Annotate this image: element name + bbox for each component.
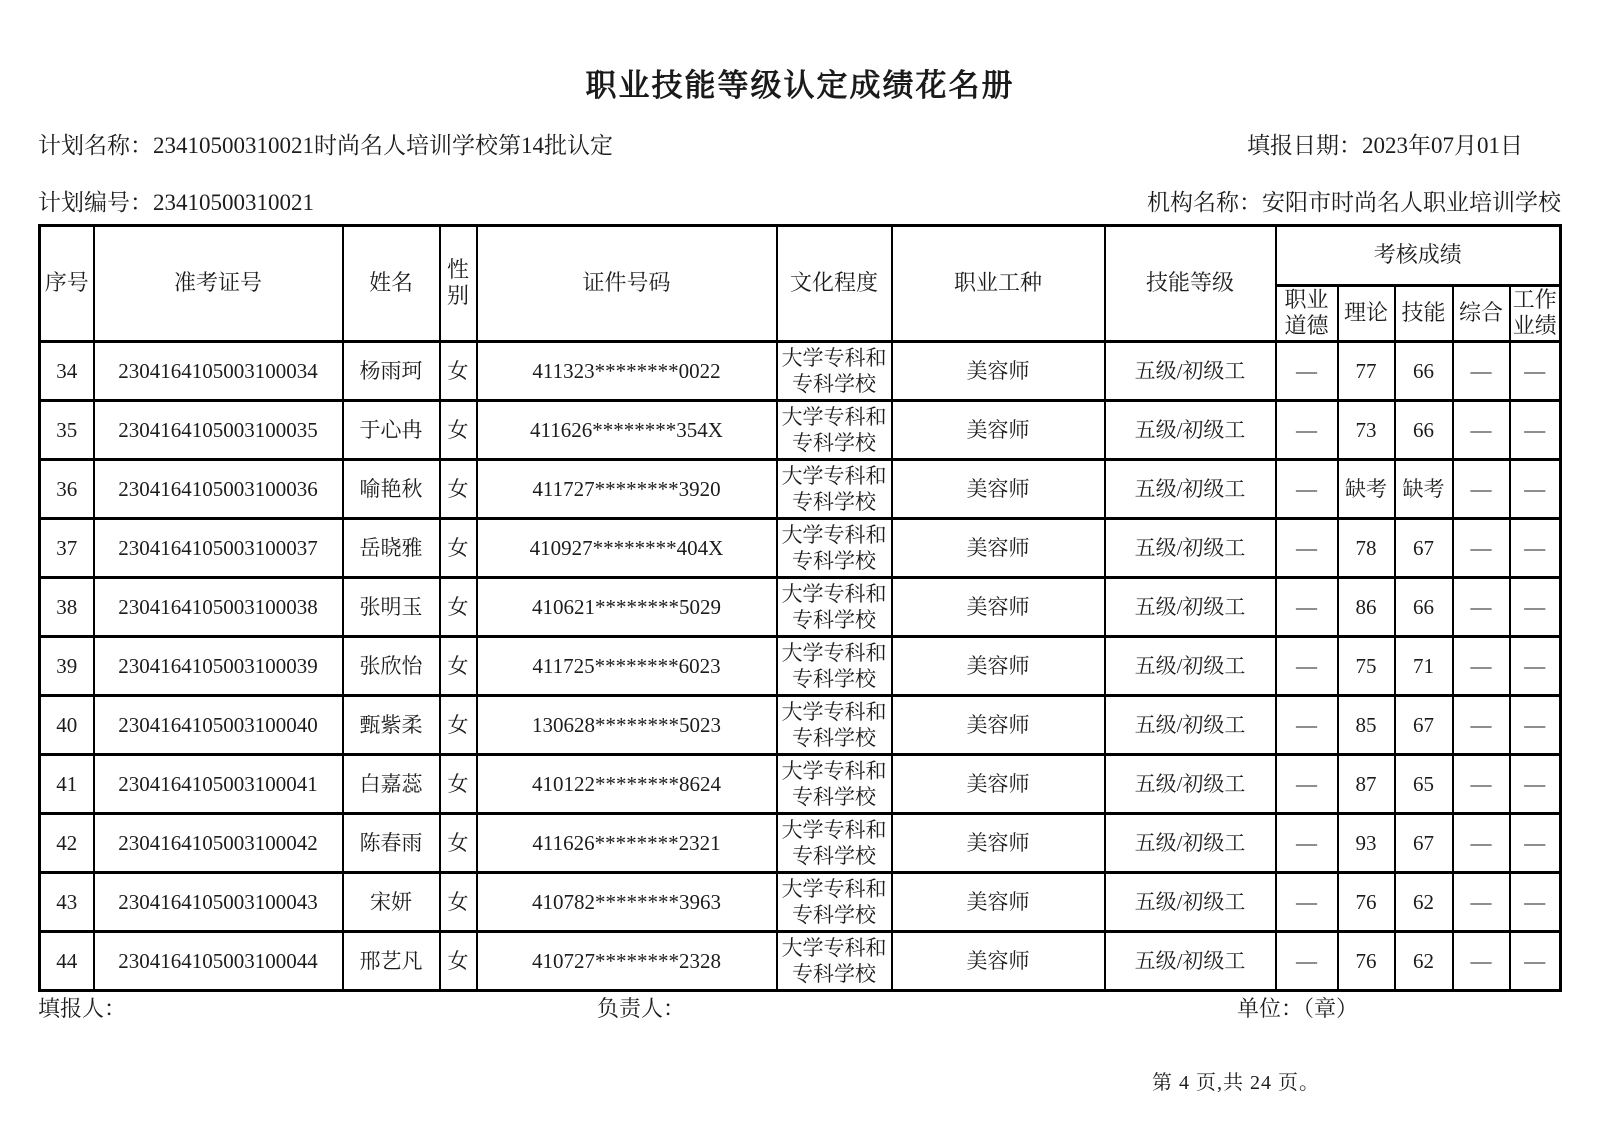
cell-occupation: 美容师 [892, 400, 1105, 459]
table-row [40, 459, 1561, 518]
cell-occupation: 美容师 [892, 341, 1105, 400]
cell-name: 陈春雨 [343, 813, 440, 872]
cell-score-skill: 66 [1395, 577, 1453, 636]
plan-name-value: 23410500310021时尚名人培训学校第14批认定 [153, 133, 613, 158]
cell-score-work: — [1510, 636, 1561, 695]
cell-exam-no: 2304164105003100043 [94, 872, 343, 931]
report-date-label: 填报日期： [1247, 133, 1362, 158]
cell-id-no: 411725********6023 [477, 636, 777, 695]
meta-line-1 [38, 131, 1561, 161]
cell-gender: 女 [440, 931, 477, 990]
cell-gender: 女 [440, 459, 477, 518]
cell-seq: 38 [40, 577, 94, 636]
cell-score-work: — [1510, 577, 1561, 636]
cell-score-work: — [1510, 341, 1561, 400]
cell-score-theory: 76 [1338, 931, 1395, 990]
cell-score-skill: 66 [1395, 341, 1453, 400]
cell-score-ethics: — [1276, 813, 1338, 872]
cell-gender: 女 [440, 400, 477, 459]
cell-score-ethics: — [1276, 695, 1338, 754]
header-id-no: 证件号码 [477, 226, 777, 342]
cell-score-work: — [1510, 931, 1561, 990]
cell-id-no: 130628********5023 [477, 695, 777, 754]
header-exam-no: 准考证号 [94, 226, 343, 342]
cell-score-comprehensive: — [1453, 400, 1510, 459]
manager-label: 负责人： [597, 996, 686, 1021]
cell-score-skill: 62 [1395, 931, 1453, 990]
cell-score-skill: 缺考 [1395, 459, 1453, 518]
cell-education: 大学专科和专科学校 [777, 931, 892, 990]
cell-score-ethics: — [1276, 518, 1338, 577]
org-name-value: 安阳市时尚名人职业培训学校 [1262, 190, 1561, 215]
cell-education: 大学专科和专科学校 [777, 518, 892, 577]
cell-score-comprehensive: — [1453, 577, 1510, 636]
cell-seq: 42 [40, 813, 94, 872]
cell-skill-level: 五级/初级工 [1105, 400, 1276, 459]
plan-name [38, 131, 613, 161]
cell-id-no: 410727********2328 [477, 931, 777, 990]
cell-score-skill: 65 [1395, 754, 1453, 813]
cell-name: 白嘉蕊 [343, 754, 440, 813]
cell-score-theory: 75 [1338, 636, 1395, 695]
cell-skill-level: 五级/初级工 [1105, 459, 1276, 518]
cell-education: 大学专科和专科学校 [777, 459, 892, 518]
header-score-theory: 理论 [1338, 286, 1395, 342]
cell-name: 宋妍 [343, 872, 440, 931]
cell-exam-no: 2304164105003100039 [94, 636, 343, 695]
unit-seal-label: 单位：（章） [1237, 996, 1359, 1021]
cell-education: 大学专科和专科学校 [777, 636, 892, 695]
cell-score-theory: 缺考 [1338, 459, 1395, 518]
cell-occupation: 美容师 [892, 518, 1105, 577]
cell-score-skill: 67 [1395, 695, 1453, 754]
cell-occupation: 美容师 [892, 872, 1105, 931]
table-row [40, 400, 1561, 459]
cell-education: 大学专科和专科学校 [777, 754, 892, 813]
plan-number-value: 23410500310021 [153, 190, 314, 215]
cell-seq: 40 [40, 695, 94, 754]
cell-exam-no: 2304164105003100042 [94, 813, 343, 872]
header-education: 文化程度 [777, 226, 892, 342]
cell-score-work: — [1510, 813, 1561, 872]
cell-score-comprehensive: — [1453, 636, 1510, 695]
plan-name-label: 计划名称： [38, 133, 153, 158]
cell-score-comprehensive: — [1453, 754, 1510, 813]
cell-id-no: 410621********5029 [477, 577, 777, 636]
cell-id-no: 410782********3963 [477, 872, 777, 931]
cell-education: 大学专科和专科学校 [777, 813, 892, 872]
cell-name: 邢艺凡 [343, 931, 440, 990]
table-row [40, 754, 1561, 813]
cell-name: 杨雨珂 [343, 341, 440, 400]
table-row [40, 931, 1561, 990]
org-name-label: 机构名称： [1147, 190, 1262, 215]
cell-skill-level: 五级/初级工 [1105, 872, 1276, 931]
cell-exam-no: 2304164105003100035 [94, 400, 343, 459]
report-date-value: 2023年07月01日 [1362, 133, 1523, 158]
cell-skill-level: 五级/初级工 [1105, 931, 1276, 990]
cell-score-theory: 77 [1338, 341, 1395, 400]
cell-score-ethics: — [1276, 931, 1338, 990]
cell-name: 于心冉 [343, 400, 440, 459]
table-row [40, 695, 1561, 754]
cell-name: 喻艳秋 [343, 459, 440, 518]
roster-body [40, 341, 1561, 990]
cell-exam-no: 2304164105003100034 [94, 341, 343, 400]
cell-score-skill: 71 [1395, 636, 1453, 695]
cell-score-work: — [1510, 695, 1561, 754]
cell-score-theory: 85 [1338, 695, 1395, 754]
cell-occupation: 美容师 [892, 577, 1105, 636]
cell-score-theory: 87 [1338, 754, 1395, 813]
cell-score-comprehensive: — [1453, 518, 1510, 577]
header-score-work: 工作业绩 [1510, 286, 1561, 342]
cell-seq: 35 [40, 400, 94, 459]
cell-score-theory: 73 [1338, 400, 1395, 459]
cell-gender: 女 [440, 518, 477, 577]
page-number: 第 4 页,共 24 页。 [1152, 1072, 1320, 1094]
cell-score-theory: 76 [1338, 872, 1395, 931]
cell-skill-level: 五级/初级工 [1105, 577, 1276, 636]
cell-occupation: 美容师 [892, 813, 1105, 872]
table-row [40, 577, 1561, 636]
cell-exam-no: 2304164105003100041 [94, 754, 343, 813]
header-skill-level: 技能等级 [1105, 226, 1276, 342]
cell-score-ethics: — [1276, 636, 1338, 695]
cell-education: 大学专科和专科学校 [777, 400, 892, 459]
header-score-ethics: 职业道德 [1276, 286, 1338, 342]
cell-id-no: 411323********0022 [477, 341, 777, 400]
cell-id-no: 411727********3920 [477, 459, 777, 518]
cell-score-work: — [1510, 518, 1561, 577]
cell-score-skill: 67 [1395, 813, 1453, 872]
cell-score-work: — [1510, 754, 1561, 813]
cell-exam-no: 2304164105003100044 [94, 931, 343, 990]
cell-score-comprehensive: — [1453, 459, 1510, 518]
cell-gender: 女 [440, 341, 477, 400]
cell-gender: 女 [440, 754, 477, 813]
cell-score-comprehensive: — [1453, 931, 1510, 990]
cell-skill-level: 五级/初级工 [1105, 341, 1276, 400]
header-name: 姓名 [343, 226, 440, 342]
cell-score-skill: 66 [1395, 400, 1453, 459]
cell-score-theory: 93 [1338, 813, 1395, 872]
cell-occupation: 美容师 [892, 636, 1105, 695]
cell-skill-level: 五级/初级工 [1105, 813, 1276, 872]
cell-exam-no: 2304164105003100038 [94, 577, 343, 636]
cell-occupation: 美容师 [892, 931, 1105, 990]
cell-score-comprehensive: — [1453, 872, 1510, 931]
cell-gender: 女 [440, 695, 477, 754]
cell-exam-no: 2304164105003100036 [94, 459, 343, 518]
table-row [40, 341, 1561, 400]
cell-seq: 44 [40, 931, 94, 990]
cell-score-skill: 67 [1395, 518, 1453, 577]
cell-score-theory: 78 [1338, 518, 1395, 577]
cell-occupation: 美容师 [892, 459, 1105, 518]
meta-line-2 [38, 188, 1561, 218]
cell-score-ethics: — [1276, 577, 1338, 636]
table-row [40, 813, 1561, 872]
cell-gender: 女 [440, 577, 477, 636]
report-date [1247, 131, 1523, 161]
table-row [40, 518, 1561, 577]
cell-education: 大学专科和专科学校 [777, 341, 892, 400]
header-seq: 序号 [40, 226, 94, 342]
cell-seq: 34 [40, 341, 94, 400]
cell-name: 岳晓雅 [343, 518, 440, 577]
cell-score-ethics: — [1276, 459, 1338, 518]
cell-score-ethics: — [1276, 341, 1338, 400]
cell-seq: 37 [40, 518, 94, 577]
org-name [1147, 188, 1561, 218]
cell-score-ethics: — [1276, 872, 1338, 931]
cell-skill-level: 五级/初级工 [1105, 518, 1276, 577]
cell-seq: 41 [40, 754, 94, 813]
cell-gender: 女 [440, 872, 477, 931]
cell-id-no: 410122********8624 [477, 754, 777, 813]
table-row [40, 872, 1561, 931]
cell-score-comprehensive: — [1453, 695, 1510, 754]
cell-gender: 女 [440, 636, 477, 695]
filler-label: 填报人： [38, 996, 127, 1021]
cell-exam-no: 2304164105003100040 [94, 695, 343, 754]
cell-id-no: 411626********354X [477, 400, 777, 459]
cell-name: 张明玉 [343, 577, 440, 636]
cell-id-no: 410927********404X [477, 518, 777, 577]
cell-name: 甄紫柔 [343, 695, 440, 754]
cell-education: 大学专科和专科学校 [777, 872, 892, 931]
cell-score-work: — [1510, 400, 1561, 459]
cell-score-ethics: — [1276, 754, 1338, 813]
cell-score-skill: 62 [1395, 872, 1453, 931]
cell-score-ethics: — [1276, 400, 1338, 459]
plan-number [38, 188, 314, 218]
header-scores-group: 考核成绩 [1276, 226, 1561, 286]
page-title: 职业技能等级认定成绩花名册 [585, 68, 1015, 103]
roster-header [40, 226, 1561, 342]
cell-score-comprehensive: — [1453, 341, 1510, 400]
header-gender: 性别 [440, 226, 477, 342]
table-row [40, 636, 1561, 695]
cell-skill-level: 五级/初级工 [1105, 636, 1276, 695]
cell-id-no: 411626********2321 [477, 813, 777, 872]
plan-number-label: 计划编号： [38, 190, 153, 215]
cell-score-theory: 86 [1338, 577, 1395, 636]
cell-skill-level: 五级/初级工 [1105, 695, 1276, 754]
cell-education: 大学专科和专科学校 [777, 577, 892, 636]
cell-score-comprehensive: — [1453, 813, 1510, 872]
header-occupation: 职业工种 [892, 226, 1105, 342]
cell-name: 张欣怡 [343, 636, 440, 695]
header-score-comprehensive: 综合 [1453, 286, 1510, 342]
cell-education: 大学专科和专科学校 [777, 695, 892, 754]
cell-seq: 43 [40, 872, 94, 931]
header-score-skill: 技能 [1395, 286, 1453, 342]
cell-seq: 36 [40, 459, 94, 518]
cell-occupation: 美容师 [892, 695, 1105, 754]
cell-skill-level: 五级/初级工 [1105, 754, 1276, 813]
cell-gender: 女 [440, 813, 477, 872]
cell-exam-no: 2304164105003100037 [94, 518, 343, 577]
roster-table [38, 224, 1562, 992]
cell-seq: 39 [40, 636, 94, 695]
cell-score-work: — [1510, 459, 1561, 518]
cell-score-work: — [1510, 872, 1561, 931]
cell-occupation: 美容师 [892, 754, 1105, 813]
